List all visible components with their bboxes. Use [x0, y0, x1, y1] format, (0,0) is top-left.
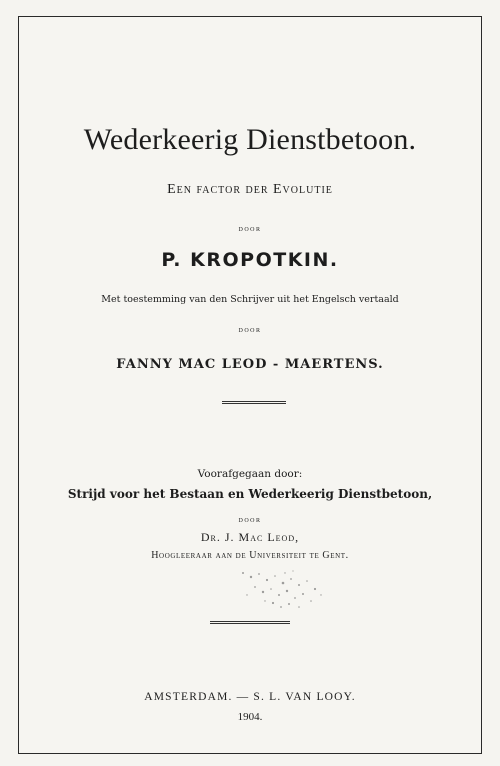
page-border-frame	[18, 16, 482, 754]
library-stamp-mark	[229, 565, 339, 613]
preceding-work-title: Strijd voor het Bestaan en Wederkeerig Dienstbetoon,	[67, 487, 433, 501]
divider-rule	[222, 401, 286, 404]
publication-year: 1904.	[237, 711, 263, 723]
by-label: door	[238, 223, 262, 233]
publisher-imprint: AMSTERDAM. — S. L. VAN LOOY.	[144, 691, 356, 703]
preceded-by-label: Voorafgegaan door:	[197, 468, 303, 480]
translation-permission-note: Met toestemming van den Schrijver uit het Engelsch vertaald	[101, 294, 399, 305]
by-label-translator: door	[238, 324, 262, 334]
book-subtitle: Een factor der Evolutie	[167, 182, 333, 197]
divider-rule-lower	[210, 621, 290, 624]
translator-name: FANNY MAC LEOD - MAERTENS.	[116, 357, 384, 372]
by-label-preface: door	[238, 515, 262, 524]
preface-author-name: Dr. J. Mac Leod,	[200, 530, 300, 544]
author-name: P. KROPOTKIN.	[161, 249, 339, 271]
book-title: Wederkeerig Dienstbetoon.	[83, 123, 417, 156]
preface-author-title: Hoogleeraar aan de Universiteit te Gent.	[151, 550, 349, 561]
